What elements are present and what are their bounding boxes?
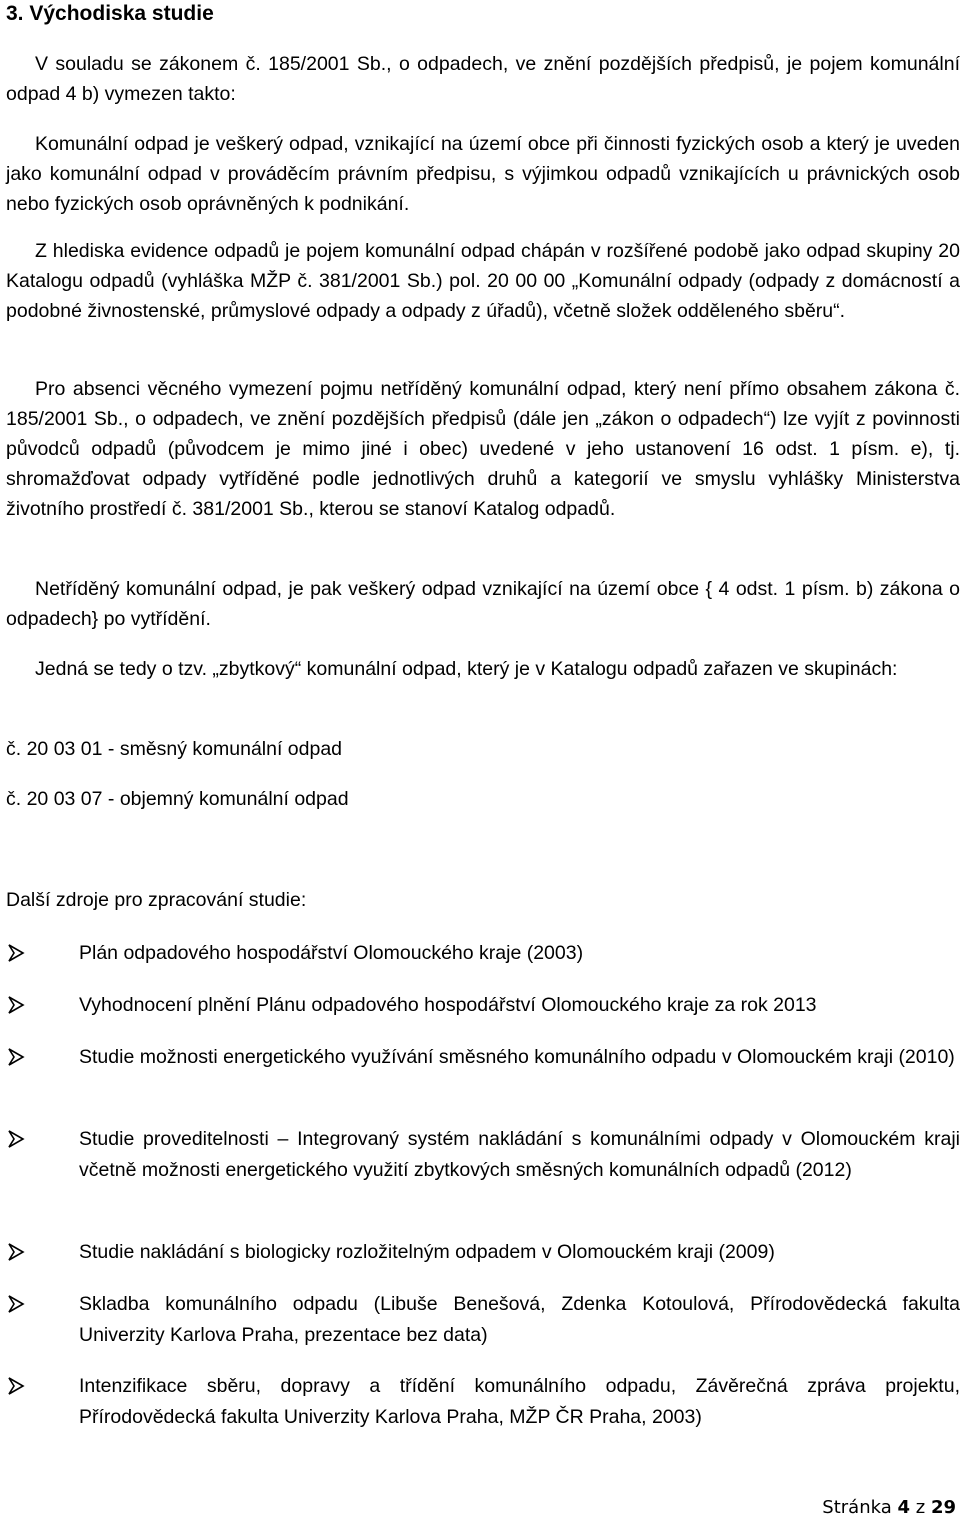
list-item-text: Studie proveditelnosti – Integrovaný systém nakládání s komunálními odpady v Olomouckém kraji včetně možnosti energetického využití zbytkových směsných komunálních odpadů (2012) bbox=[79, 1128, 960, 1181]
list-item-text: Skladba komunálního odpadu (Libuše Benešová, Zdenka Kotoulová, Přírodovědecká fakulta Univerzity Karlova Praha, prezentace bez data) bbox=[79, 1293, 960, 1346]
list-item bbox=[6, 1371, 960, 1432]
list-item bbox=[6, 1289, 960, 1350]
list-item bbox=[6, 990, 960, 1021]
arrowhead-bullet-icon bbox=[6, 938, 26, 968]
list-item-text: Studie možnosti energetického využívání směsného komunálního odpadu v Olomouckém kraji (2010) bbox=[79, 1046, 955, 1068]
arrowhead-bullet-icon bbox=[6, 1289, 26, 1319]
list-item-text: Intenzifikace sběru, dopravy a třídění komunálního odpadu, Závěrečná zpráva projektu, Přírodovědecká fakulta Univerzity Karlova Praha, MŽP ČR Praha, 2003) bbox=[79, 1375, 960, 1428]
paragraph-unsorted: Netříděný komunální odpad, je pak veškerý odpad vznikající na území obce { 4 odst. 1 písm. b) zákona o odpadech} po vytřídění. bbox=[6, 578, 960, 630]
total-pages: 29 bbox=[930, 1497, 956, 1518]
list-item-text: Plán odpadového hospodářství Olomouckého kraje (2003) bbox=[79, 942, 584, 964]
arrowhead-bullet-icon bbox=[6, 1042, 26, 1072]
list-item bbox=[6, 1124, 960, 1185]
paragraph-definition: Komunální odpad je veškerý odpad, vznikající na území obce při činnosti fyzických osob a který je uveden jako komunální odpad v prováděcím právním předpisu, s výjimkou odpadů vznikajících u právnických osob nebo fyzických osob oprávněných k podnikání. bbox=[6, 133, 960, 215]
arrowhead-bullet-icon bbox=[6, 1124, 26, 1154]
section-heading: 3. Východiska studie bbox=[6, 2, 214, 25]
current-page: 4 bbox=[897, 1497, 911, 1518]
arrowhead-bullet-icon bbox=[6, 990, 26, 1020]
paragraph-absence: Pro absenci věcného vymezení pojmu netříděný komunální odpad, který není přímo obsahem zákona č. 185/2001 Sb., o odpadech, ve znění pozdějších předpisů (dále jen „zákon o odpadech“) lze vyjít z povinnosti původců odpadů (původcem je mimo jiné i obec) uvedené v jeho ustanovení 16 odst. 1 písm. e), tj. shromažďovat odpady vytříděné podle jednotlivých druhů a kategorií ve smyslu vyhlášky Ministerstva životního prostředí č. 381/2001 Sb., kterou se stanoví Katalog odpadů. bbox=[6, 378, 960, 520]
list-item-text: Studie nakládání s biologicky rozložitelným odpadem v Olomouckém kraji (2009) bbox=[79, 1241, 775, 1263]
list-item bbox=[6, 1042, 960, 1073]
list-item bbox=[6, 938, 960, 969]
paragraph-evidence: Z hlediska evidence odpadů je pojem komunální odpad chápán v rozšířené podobě jako odpad skupiny 20 Katalogu odpadů (vyhláška MŽP č. 381/2001 Sb.) pol. 20 00 00 „Komunální odpady (odpady z domácností a podobné živnostenské, průmyslové odpady a odpady z úřadů), včetně složek odděleného sběru“. bbox=[6, 240, 960, 322]
list-item-text: Vyhodnocení plnění Plánu odpadového hospodářství Olomouckého kraje za rok 2013 bbox=[79, 994, 817, 1016]
footer-of: z bbox=[915, 1497, 926, 1518]
list-item bbox=[6, 1237, 960, 1268]
arrowhead-bullet-icon bbox=[6, 1371, 26, 1401]
arrowhead-bullet-icon bbox=[6, 1237, 26, 1267]
paragraph-law-intro: V souladu se zákonem č. 185/2001 Sb., o odpadech, ve znění pozdějších předpisů, je pojem komunální odpad 4 b) vymezen takto: bbox=[6, 53, 960, 105]
paragraph-residual: Jedná se tedy o tzv. „zbytkový“ komunální odpad, který je v Katalogu odpadů zařazen ve skupinách: bbox=[35, 658, 898, 680]
page-number-footer bbox=[822, 1497, 956, 1518]
waste-code-mixed: č. 20 03 01 - směsný komunální odpad bbox=[6, 738, 343, 760]
sources-intro: Další zdroje pro zpracování studie: bbox=[6, 889, 307, 911]
footer-label: Stránka bbox=[822, 1497, 892, 1518]
waste-code-bulky: č. 20 03 07 - objemný komunální odpad bbox=[6, 788, 349, 810]
